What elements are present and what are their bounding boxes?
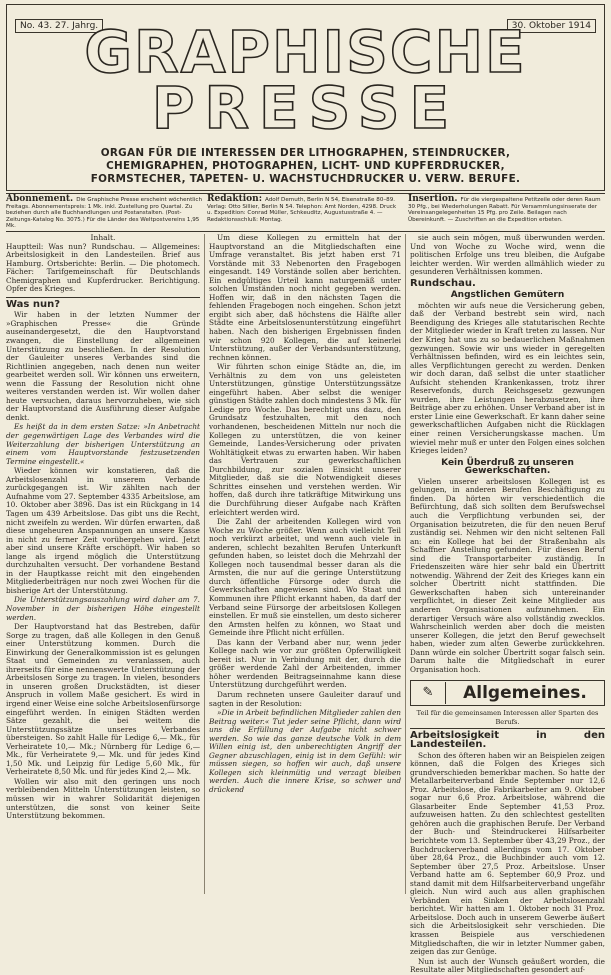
title-graphische: GRAPHISCHE — [84, 18, 527, 86]
paragraph: Wollen wir also mit den geringen uns noch verbleibenden Mitteln Unterstützungen leisten, so müssen wir in wahrer Solidarität diejenigen unterstützen, die sonst von keiner Seite Unterstützung bekommen. — [6, 776, 200, 821]
paragraph: sie auch sein mögen, muß überwunden werden. Und von Woche zu Woche wird, wenn die politischen Erfolge uns treu bleiben, die Aufgabe leichter werden. Wir werden allmählich wieder zu gesunderen Verhältnissen kommen. — [410, 233, 605, 277]
paragraph: Wir führten schon einige Städte an, die, im Verhältnis zu dem von uns geleisteten Unterstützungen, günstige Unterstützungssätze eingeführt haben. Aber selbst die weniger günstigen Städte zahlen doch mindestens 3 Mk. für Ledige pro Woche. Das berechtigt uns dazu, den Grundsatz festzuhalten, mit den noch vorhandenen, bescheidenen Mitteln nur noch die Kollegen zu unterstützen, die von keiner Gemeinde, Landes-Versicherung oder privaten Wohltätigkeit etwas zu erwarten haben. Wir haben das Vertrauen zur gewerkschaftlichen Durchbildung, zur sozialen Einsicht unserer Mitglieder, daß sie die Notwendigkeit dieses Schrittes einsehen und verstehen werden. Wir hoffen, daß durch ihre tatkräftige Mitwirkung uns die Durchführung dieser Aufgabe nach Kräften erleichtert werden wird. — [209, 362, 401, 517]
article-heading-was-nun: Was nun? — [6, 298, 61, 310]
paragraph: »Die in Arbeit befindlichen Mitglieder zahlen den Beitrag weiter.« Tut jeder seine Pflicht, dann wird uns die Erfüllung der Aufgabe nicht schwer werden. So wie das ganze deutsche Volk in dem Willen einig ist, den unberechtigten Angriff der Gegner abzuschlagen, einig ist in dem Gefühl: wir müssen siegen, so hoffen wir auch, daß unsere Kollegen sich kleinmütig und verzagt bleiben werden. Auch die innere Krise, so schwer und drückend — [209, 708, 401, 794]
column-2 — [209, 234, 401, 894]
abonnement-text: Die Graphische Presse erscheint wöchentlich Freitags. Abonnementspreis: 1 Mk. inkl. Zustellung pro Quartal. Zu beziehen durch alle Buchhandlungen und Postanstalten. (Post-Zeitungs-Katalog No. 3075.) Für die Länder des Weltpostvereins 1,95 Mk. — [6, 197, 202, 230]
paragraph: Wieder können wir konstatieren, daß die Arbeitslosenzahl in unserem Verbande zurückgegangen ist. Wir zählten nach der Aufnahme vom 27. September 4335 Arbeitslose, am 10. Oktober aber 3896. Das ist ein Rückgang in 14 Tagen um 439 Arbeitslose. Das gibt uns die Recht, nicht zweifeln zu werden. Wir dürfen erwarten, daß diese ungeheuren Anspannungen an unsere Kasse in nicht zu ferner Zeit vorübergehen wird. Jetzt aber sind unsere Kräfte erschöpft. Wir haben so lange als irgend möglich die Unterstützung durchzuhalten versucht. Der vorhandene Bestand in der Hauptkasse reicht mit den eingehenden Mitgliederbeiträgen nur noch zwei Wochen für die bisherige Art der Unterstützung. — [6, 466, 200, 595]
paragraph: Vielen unserer arbeitslosen Kollegen ist es gelungen, in anderen Berufen Beschäftigung zu finden. Da hörten wir verschiedentlich die Befürchtung, daß sich sollten dem Berufswechsel auch die Verpflichtung verbunden sei, der Organisation beizutreten, die für den neuen Beruf zuständig sei. Nehmen wir den nicht seltenen Fall an: ein Kollege hat bei der Straßenbahn als Schaffner Anstellung gefunden. Für diesen Beruf sind die Transportarbeiter zuständig. In Friedenszeiten wäre hier sehr bald ein Übertritt notwendig. Während der Zeit des Krieges kann ein solcher Übertritt nicht stattfinden. Die Gewerkschaften haben sich untereinander verpflichtet, in dieser Zeit keine Mitglieder aus anderen Organisationen aufzunehmen. Ein derartiger Versuch wäre also vollständig zwecklos. Wahrscheinlich werden aber doch die meisten unserer Kollegen, die jetzt den Beruf gewechselt haben, wieder zum alten Gewerbe zurückkehren. Dann würde ein solcher Übertritt sogar falsch sein. Darum halte die Mitgliedschaft in eurer Organisation hoch. — [410, 476, 605, 674]
abonnement-heading: Abonnement. — [6, 194, 74, 204]
allgemeines-subtitle: Teil für die gemeinsamen Interessen aller Sparten des Berufs. — [410, 709, 605, 729]
allgemeines-title: Allgemeines. — [463, 683, 587, 704]
contents-text: Hauptteil: Was nun? Rundschau. — Allgemeines: Arbeitslosigkeit in den Landesteilen. Brief aus Hamburg. Ortsberichte: Berlin. — Die photomech. Fächer: Tarifgemeinschaft für Deutschlands Chemigraphen und Kupferdrucker. Berichtigung. Opfer des Krieges. — [6, 241, 200, 294]
newspaper-page — [6, 4, 605, 975]
paragraph: Die Unterstützungsauszahlung wird daher am 7. November in der bisherigen Höhe eingestellt werden. — [6, 595, 200, 622]
insertion-box — [408, 196, 605, 230]
paragraph: Wir haben in der letzten Nummer der »Graphischen Presse« die Gründe auseinandergesetzt, die den Hauptvorstand zwangen, die Einstellung der allgemeinen Unterstützung zu beschließen. In der Resolution der Gauleiter unseres Verbandes sind die Richtlinien angegeben, nach denen nun weiter gearbeitet werden soll. Wir können uns erweitern, wenn die Fassung der Resolution nicht ohne weiteres verstanden werden ist. Wir wollen daher heute versuchen, daraus hervorzuheben, wie sich der Hauptvorstand die Ausführung dieser Aufgabe denkt. — [6, 310, 200, 422]
subtitle-line-1: ORGAN FÜR DIE INTERESSEN DER LITHOGRAPHEN, STEINDRUCKER, — [100, 147, 511, 159]
article-heading-arbeitslosigkeit: Arbeitslosigkeit in den Landesteilen. — [410, 730, 605, 750]
column-rule — [204, 234, 205, 894]
title-presse: PRESSE — [151, 74, 460, 142]
paragraph: Nun ist auch der Wunsch geäußert worden, die Resultate aller Mitgliedschaften gesondert auf- — [410, 956, 605, 975]
subtitle-line-3: FORMSTECHER, TAPETEN- U. WACHSTUCHDRUCKER U. VERW. BERUFE. — [90, 173, 521, 185]
insertion-heading: Insertion. — [408, 194, 458, 204]
abonnement-box — [6, 196, 202, 230]
paragraph: Der Hauptvorstand hat das Bestreben, dafür Sorge zu tragen, daß alle Kollegen in den Genuß einer Unterstützung kommen. Durch die Einwirkung der Generalkommission ist es gelungen Staat und Gemeinden zu veranlassen, auch ihrerseits für eine nennenswerte Unterstützung der Arbeitslosen Sorge zu tragen. In vielen, besonders in unseren großen Druckstädten, ist dieser Anspruch in vollem Maße gesichert. Es wird in irgend einer Weise eine solche Arbeitslosenfürsorge eingeführt werden. In einigen Städten werden Sätze gezahlt, die bei weitem die Unterstützungssätze unseres Verbandes übersteigen. So zahlt Halle für Ledige 6,— Mk., für Verheiratete 10,— Mk.; Nürnberg für Ledige 6,— Mk., für Verheiratete 9,— Mk. und für jedes Kind 1,50 Mk. und Leipzig für Ledige 5,60 Mk., für Verheiratete 8,50 Mk. und für jedes Kind 2,— Mk. — [6, 622, 200, 777]
insertion-text: Für die viergespaltene Petitzeile oder deren Raum 30 Pfg., bei Wiederholungen Rabatt. Für Versammlungsinserate der Vereinsangelegenheiten 15 Pfg. pro Zeile. Beilagen nach Übereinkunft. — Zuschriften an die Expedition erbeten. — [408, 197, 601, 223]
paragraph: Darum rechneten unsere Gauleiter darauf und sagten in der Resolution: — [209, 689, 401, 708]
paragraph: Schon des öfteren haben wir an Beispielen zeigen können, daß die Folgen des Krieges sich grundverschieden bemerkbar machen. So hatte der Metallarbeiterverband Ende September nur 12,6 Proz. Arbeitslose, die Fabrikarbeiter am 9. Oktober sogar nur 6,6 Proz. Arbeitslose, während die Glasarbeiter Ende September 41,53 Proz. aufzuweisen hatten. Zu den schlechtest gestellten gehören auch die graphischen Berufe. Der Verband der Buch- und Steindruckerei Hilfsarbeiter berichtete vom 13. September über 43,29 Proz., der Buchdruckerverband allerdings vom 17. Oktober über 28,64 Proz., die Buchbinder auch vom 12. September über 27,5 Proz. Arbeitslose. Unser Verband hatte am 6. September 60,9 Proz. und stand damit mit dem Hilfsarbeiterverband ungefähr gleich. Nun wird auch aus allen graphischen Verbänden ein Sinken der Arbeitslosenzahl berichtet. Wir hatten am 1. Oktober noch 31 Proz. Arbeitslose. Doch auch in unserem Gewerbe äußert sich die Arbeitslosigkeit sehr verschieden. Die krassen Beispiele aus verschiedenen Mitgliedschaften, die wir in letzter Nummer gaben, zeigen das zur Genüge. — [410, 750, 605, 957]
subheading: Angstlichen Gemütern — [450, 290, 565, 301]
subtitle-line-2: CHEMIGRAPHEN, PHOTOGRAPHEN, LICHT- UND KUPFERDRUCKER, — [106, 160, 505, 172]
redaktion-heading: Redaktion: — [207, 194, 263, 204]
paragraph: Das kann der Verband aber nur, wenn jeder Kollege nach wie vor zur größten Opferwilligkeit bereit ist. Nur in Verbindung mit der, durch die größer werdende Zahl der Arbeitenden, immer höher werdenden Beitragseinnahme kann diese Unterstützung durchgeführt werden. — [209, 637, 401, 690]
subheading: Kein Überdruß zu unseren Gewerkschaften. — [441, 457, 574, 477]
contents-box — [6, 234, 200, 298]
paragraph: möchten wir aufs neue die Versicherung geben, daß der Verband bestrebt sein wird, nach Beendigung des Krieges alle statutarischen Rechte der Mitglieder wieder in Kraft treten zu lassen. Nur der Krieg hat uns zu so bedauerlichen Maßnahmen gezwungen. Sowie wir uns wieder in geregelten Verhältnissen befinden, wird es ein leichtes sein, alles Verpflichtungen gerecht zu werden. Denken wir doch daran, daß selbst die unter staatlicher Aufsicht stehenden Krankenkassen, trotz ihrer Reservefonds, durch Reichsgesetz gezwungen wurden, ihre Leistungen herabzusetzen, ihre Beiträge aber zu erhöhen. Unser Verband aber ist in erster Linie eine Gewerkschaft. Er kann daher seine gewerkschaftlichen Aufgaben nicht die Rücklagen einer reinen Versicherungskasse machen. Um wieviel mehr muß er unter den Folgen eines solchen Krieges leiden? — [410, 300, 605, 456]
paragraph: Es heißt da in dem ersten Satze: »In Anbetracht der gegenwärtigen Lage des Verbandes wird die Weiterzahlung der bisherigen Unterstützung an einem vom Hauptvorstande festzusetzenden Termine eingestellt.« — [6, 422, 200, 466]
contents-heading: Inhalt. — [90, 233, 116, 242]
allgemeines-banner — [410, 680, 605, 706]
divider — [6, 193, 605, 194]
masthead — [6, 4, 605, 191]
paragraph: Um diese Kollegen zu ermitteln hat der Hauptvorstand an die Mitgliedschaften eine Umfrage veranstaltet. Bis jetzt haben erst 71 Vorstände mit 33 Nebenorten den Fragebogen eingesandt. 149 Vorstände sollen aber berichten. Ein endgültiges Urteil kann naturgemäß unter solchen Umständen noch nicht gegeben werden. Hoffen wir, daß in den nächsten Tagen die fehlenden Fragebogen noch eingehen. Schon jetzt ergibt sich aber, daß höchstens die Hälfte aller Städte eine Arbeitslosenunterstützung eingeführt haben. Nach den bisherigen Ergebnissen finden wir schon 920 Kollegen, die auf keinerlei Unterstützung, außer der Verbandsunterstützung, rechnen können. — [209, 233, 401, 362]
redaktion-box — [207, 196, 403, 230]
paragraph: Die Zahl der arbeitenden Kollegen wird von Woche zu Woche größer. Wenn auch vielleicht Teil noch verkürzt arbeitet, und wenn auch viele in anderen, schlecht bezahlten Berufen Unterkunft gefunden haben, so leistet doch die Mehrzahl der Kollegen noch tausendmal besser daran als die Armsten, die nur auf die geringe Unterstützung durch öffentliche Fürsorge oder durch die Gewerkschaften angewiesen sind. Wo Staat und Kommunen ihre Pflicht erkannt haben, da darf der Verband seine Fürsorge der arbeitslosen Kollegen einstellen. Er muß sie einstellen, um desto sicherer den Armsten helfen zu können, wo Staat und Gemeinde ihre Pflicht nicht erfüllen. — [209, 517, 401, 638]
column-3 — [410, 233, 605, 975]
divider — [6, 231, 605, 232]
section-heading-rundschau: Rundschau. — [410, 277, 476, 289]
pen-and-palette-icon: ✎ — [411, 682, 446, 704]
issue-date: 30. Oktober 1914 — [507, 19, 596, 33]
redaktion-text: Adolf Demuth, Berlin N 54, Eisenstraße 80–89. Verlag: Otto Sillier, Berlin N 54. Telephon: Amt Norden, 4298. Druck u. Expedition: Conrad Müller, Schkeuditz, Augustusstraße 4. — Redaktionsschluß: Montag. — [207, 197, 397, 223]
column-1 — [6, 234, 200, 894]
masthead-subtitle — [13, 147, 598, 186]
column-rule — [405, 234, 406, 894]
issue-number: No. 43. 27. Jahrg. — [15, 19, 103, 33]
